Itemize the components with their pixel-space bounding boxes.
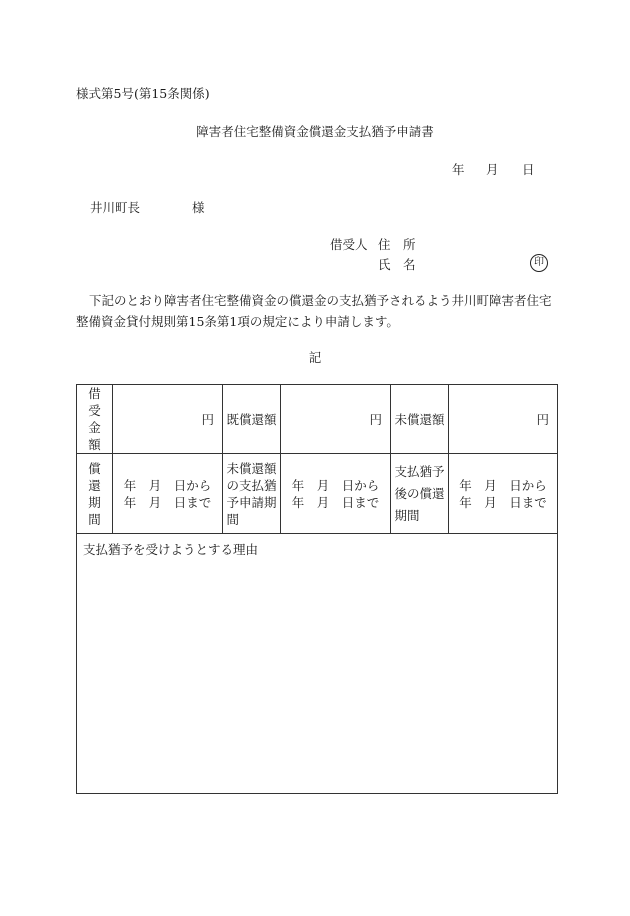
field-deferral-reason[interactable] xyxy=(77,534,558,794)
borrower-role: 借受人 xyxy=(330,237,368,252)
label-repayment-period: 償還期間 xyxy=(77,454,113,534)
label-deferral-reason: 支払猶予を受けようとする理由 xyxy=(83,542,259,557)
form-number: 様式第5号(第15条関係) xyxy=(76,86,210,101)
period-from: 年 月 日から xyxy=(291,477,380,493)
label-repaid-amount: 既償還額 xyxy=(223,385,281,454)
document-title: 障害者住宅整備資金償還金支払猶予申請書 xyxy=(196,124,434,139)
addressee-honorific: 様 xyxy=(192,200,205,215)
label-borrowed-amount: 借受金額 xyxy=(77,385,113,454)
field-post-deferral-period[interactable] xyxy=(449,454,558,534)
label-deferral-request-period: 未償還額の支払猶予申請期間 xyxy=(223,454,281,534)
borrower-name-label: 氏 名 xyxy=(378,257,416,272)
period-from: 年 月 日から xyxy=(123,477,212,493)
seal-mark-icon: 印 xyxy=(530,254,548,272)
table-row-periods xyxy=(77,454,558,534)
date-year: 年 xyxy=(452,162,465,177)
period-to: 年 月 日まで xyxy=(123,494,212,510)
ki-heading: 記 xyxy=(308,350,322,365)
borrower-address-label: 住 所 xyxy=(378,237,416,252)
application-table xyxy=(76,384,558,794)
field-repayment-period[interactable] xyxy=(113,454,223,534)
label-unrepaid-amount: 未償還額 xyxy=(391,385,449,454)
table-row-reason xyxy=(77,534,558,794)
label-post-deferral-period: 支払猶予後の償還期間 xyxy=(391,454,449,534)
field-deferral-request-period[interactable] xyxy=(281,454,391,534)
addressee-name: 井川町長 xyxy=(90,200,141,215)
body-text: 下記のとおり障害者住宅整備資金の償還金の支払猶予されるよう井川町障害者住宅整備資金貸付規則第15条第1項の規定により申請します。 xyxy=(76,293,552,329)
table-row-amounts xyxy=(77,385,558,454)
period-from: 年 月 日から xyxy=(459,477,547,493)
field-unrepaid-amount[interactable]: 円 xyxy=(449,385,558,454)
period-to: 年 月 日まで xyxy=(291,494,380,510)
field-repaid-amount[interactable]: 円 xyxy=(281,385,391,454)
addressee xyxy=(90,198,205,216)
period-to: 年 月 日まで xyxy=(459,494,547,510)
date-day: 日 xyxy=(522,162,535,177)
field-borrowed-amount[interactable]: 円 xyxy=(113,385,223,454)
date-month: 月 xyxy=(486,162,499,177)
